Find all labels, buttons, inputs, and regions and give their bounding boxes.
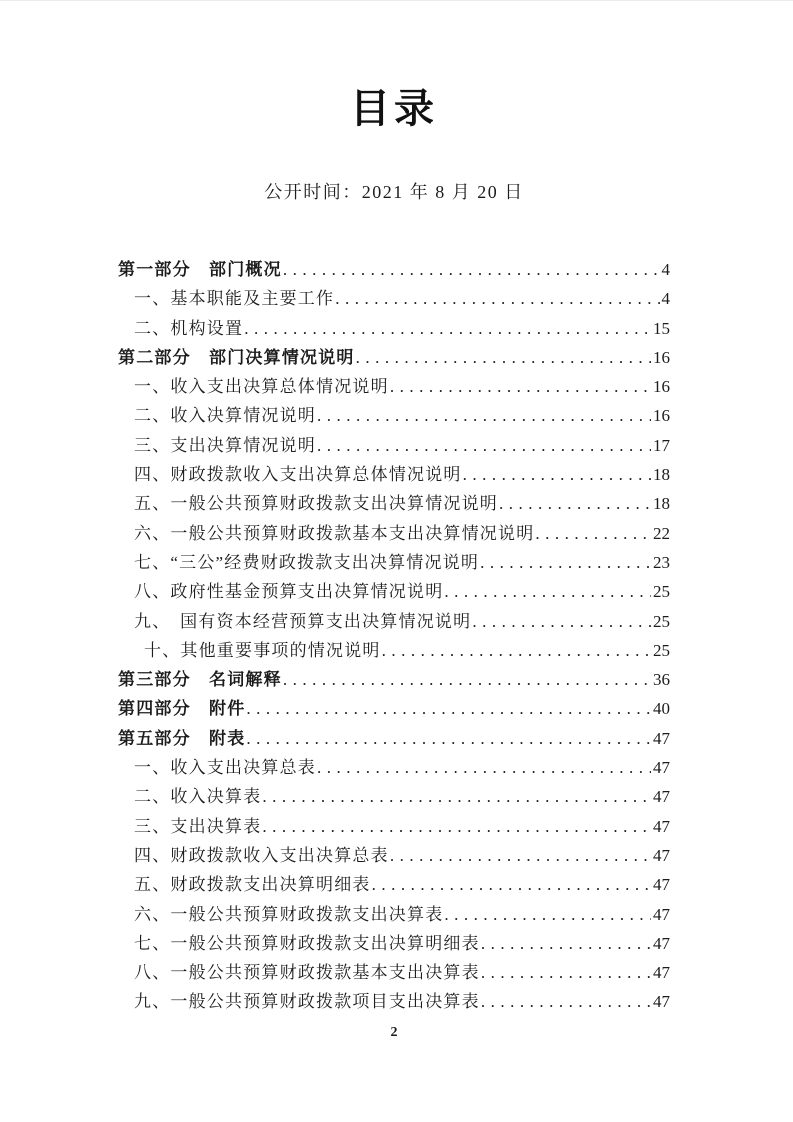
toc-entry-label: 第五部分 附表 bbox=[118, 728, 246, 748]
toc-list bbox=[118, 255, 670, 1017]
toc-entry-page: 16 bbox=[653, 347, 670, 367]
toc-entry bbox=[118, 372, 670, 401]
toc-entry bbox=[118, 255, 670, 284]
toc-entry-label: 八、政府性基金预算支出决算情况说明 bbox=[134, 582, 444, 602]
toc-entry bbox=[118, 431, 670, 460]
toc-entry-label: 十、其他重要事项的情况说明 bbox=[144, 640, 381, 660]
toc-entry-page: 40 bbox=[653, 699, 670, 719]
toc-entry-label: 二、收入决算表 bbox=[134, 787, 262, 807]
toc-entry-label: 第三部分 名词解释 bbox=[118, 670, 282, 690]
toc-entry-label: 四、财政拨款收入支出决算总表 bbox=[134, 845, 389, 865]
toc-leader-dots bbox=[444, 582, 651, 602]
page-title: 目录 bbox=[350, 87, 438, 131]
toc-entry-page: 22 bbox=[653, 523, 670, 543]
toc-entry-label: 二、机构设置 bbox=[134, 318, 244, 338]
toc-entry bbox=[118, 665, 670, 694]
toc-entry bbox=[118, 812, 670, 841]
toc-leader-dots bbox=[444, 905, 651, 925]
toc-entry-label: 六、一般公共预算财政拨款支出决算表 bbox=[134, 904, 444, 924]
toc-entry-label: 三、支出决算表 bbox=[134, 816, 262, 836]
toc-entry-page: 23 bbox=[653, 552, 670, 572]
toc-entry bbox=[118, 489, 670, 518]
toc-entry bbox=[118, 694, 670, 723]
toc-entry-label: 二、收入决算情况说明 bbox=[134, 406, 316, 426]
toc-entry-label: 三、支出决算情况说明 bbox=[134, 435, 316, 455]
toc-entry bbox=[118, 636, 670, 665]
toc-entry-label: 第二部分 部门决算情况说明 bbox=[118, 347, 355, 367]
toc-entry-label: 八、一般公共预算财政拨款基本支出决算表 bbox=[134, 963, 480, 983]
toc-leader-dots bbox=[317, 758, 651, 778]
toc-leader-dots bbox=[317, 406, 651, 426]
toc-entry-label: 四、财政拨款收入支出决算总体情况说明 bbox=[134, 465, 462, 485]
publish-time: 公开时间：2021 年 8 月 20 日 bbox=[264, 182, 524, 202]
toc-entry-label: 九、 国有资本经营预算支出决算情况说明 bbox=[134, 611, 472, 631]
toc-entry bbox=[118, 753, 670, 782]
toc-entry bbox=[118, 314, 670, 343]
toc-entry-page: 15 bbox=[653, 318, 670, 338]
toc-leader-dots bbox=[246, 699, 651, 719]
toc-entry bbox=[118, 343, 670, 372]
toc-entry-label: 五、一般公共预算财政拨款支出决算情况说明 bbox=[134, 494, 498, 514]
toc-entry-label: 一、收入支出决算总表 bbox=[134, 758, 316, 778]
toc-entry bbox=[118, 870, 670, 899]
toc-entry-page: 16 bbox=[653, 406, 670, 426]
toc-entry bbox=[118, 519, 670, 548]
toc-leader-dots bbox=[335, 289, 659, 309]
toc-entry bbox=[118, 284, 670, 313]
toc-entry-label: 七、一般公共预算财政拨款支出决算明细表 bbox=[134, 933, 480, 953]
footer-page-number: 2 bbox=[390, 1025, 398, 1040]
toc-entry bbox=[118, 460, 670, 489]
toc-leader-dots bbox=[390, 846, 651, 866]
toc-leader-dots bbox=[481, 934, 651, 954]
toc-entry-label: 一、基本职能及主要工作 bbox=[134, 289, 335, 309]
toc-entry-page: 25 bbox=[653, 640, 670, 660]
toc-entry bbox=[118, 607, 670, 636]
toc-entry-page: 47 bbox=[653, 933, 670, 953]
toc-leader-dots bbox=[262, 787, 651, 807]
toc-entry-page: 47 bbox=[653, 728, 670, 748]
toc-entry-page: 47 bbox=[653, 875, 670, 895]
toc-entry bbox=[118, 548, 670, 577]
toc-entry-page: 16 bbox=[653, 377, 670, 397]
toc-entry bbox=[118, 929, 670, 958]
toc-leader-dots bbox=[499, 494, 651, 514]
toc-leader-dots bbox=[262, 817, 651, 837]
toc-entry-page: 47 bbox=[653, 963, 670, 983]
toc-leader-dots bbox=[480, 553, 651, 573]
toc-entry bbox=[118, 900, 670, 929]
toc-leader-dots bbox=[472, 612, 651, 632]
toc-leader-dots bbox=[244, 319, 651, 339]
toc-leader-dots bbox=[463, 465, 651, 485]
toc-entry-page: 18 bbox=[653, 465, 670, 485]
toc-leader-dots bbox=[372, 875, 651, 895]
toc-leader-dots bbox=[390, 377, 651, 397]
toc-entry bbox=[118, 782, 670, 811]
toc-leader-dots bbox=[481, 963, 651, 983]
toc-leader-dots bbox=[382, 641, 651, 661]
toc-leader-dots bbox=[283, 670, 651, 690]
toc-entry-label: 第一部分 部门概况 bbox=[118, 260, 282, 279]
toc-entry-page: 47 bbox=[653, 758, 670, 778]
toc-entry-page: 25 bbox=[653, 611, 670, 631]
toc-entry-page: 47 bbox=[653, 787, 670, 807]
toc-entry-page: 4 bbox=[661, 260, 670, 279]
toc-entry-label: 七、“三公”经费财政拨款支出决算情况说明 bbox=[134, 552, 480, 572]
toc-entry-page: 47 bbox=[653, 992, 670, 1012]
toc-entry-label: 第四部分 附件 bbox=[118, 699, 246, 719]
toc-entry bbox=[118, 577, 670, 606]
toc-entry-page: 25 bbox=[653, 582, 670, 602]
toc-entry-page: 17 bbox=[653, 435, 670, 455]
toc-leader-dots bbox=[246, 729, 651, 749]
toc-leader-dots bbox=[535, 524, 651, 544]
toc-entry-page: 36 bbox=[653, 670, 670, 690]
toc-entry-label: 六、一般公共预算财政拨款基本支出决算情况说明 bbox=[134, 523, 535, 543]
toc-entry bbox=[118, 401, 670, 430]
toc-entry-page: 47 bbox=[653, 845, 670, 865]
toc-leader-dots bbox=[356, 348, 651, 368]
toc-entry-label: 九、一般公共预算财政拨款项目支出决算表 bbox=[134, 992, 480, 1012]
toc-entry bbox=[118, 841, 670, 870]
toc-leader-dots bbox=[481, 992, 651, 1012]
toc-entry-label: 一、收入支出决算总体情况说明 bbox=[134, 377, 389, 397]
toc-entry-label: 五、财政拨款支出决算明细表 bbox=[134, 875, 371, 895]
toc-leader-dots bbox=[283, 260, 660, 280]
toc-entry bbox=[118, 958, 670, 987]
toc-entry bbox=[118, 724, 670, 753]
toc-entry-page: 47 bbox=[653, 816, 670, 836]
toc-leader-dots bbox=[317, 436, 651, 456]
toc-entry-page: 47 bbox=[653, 904, 670, 924]
toc-entry-page: 4 bbox=[661, 289, 670, 309]
toc-entry-page: 18 bbox=[653, 494, 670, 514]
toc-entry bbox=[118, 987, 670, 1016]
